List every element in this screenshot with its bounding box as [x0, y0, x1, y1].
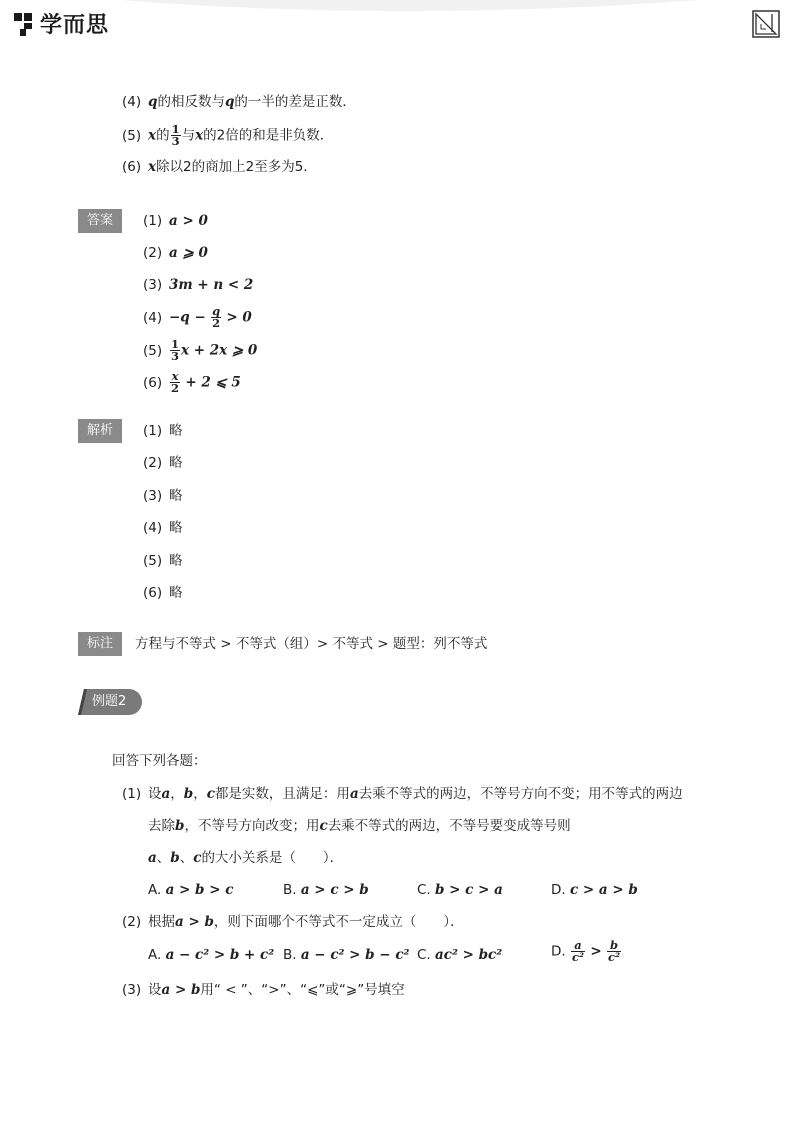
- question-2-option-c[interactable]: C. ac² > bc²: [417, 947, 503, 963]
- question-2-option-a[interactable]: A. a − c² > b + c²: [148, 947, 275, 963]
- ruler-corner-icon: [752, 10, 780, 38]
- fraction: $\frac{a}{\text{c²}}$: [571, 938, 585, 964]
- example-intro: 回答下列各题：: [112, 753, 207, 769]
- question-1-option-c[interactable]: C. b > c > a: [417, 882, 503, 898]
- logo-text: 学而思: [40, 13, 110, 38]
- question-1-line-3: a、b、c的大小关系是（ ）．: [148, 850, 344, 866]
- analysis-label: 解析: [78, 419, 122, 443]
- question-3-stem: (3) 设a > b用“ < ”、“>”、“⩽”或“⩾”号填空: [122, 982, 405, 998]
- tag-label: 标注: [78, 632, 122, 656]
- analysis-item-5: (5) 略: [143, 553, 183, 569]
- question-1-option-d[interactable]: D. c > a > b: [551, 882, 638, 898]
- analysis-item-6: (6) 略: [143, 585, 183, 601]
- question-2-option-d[interactable]: D. $\frac{a}{\text{c²}}$ > $\frac{b}{\text{c²}}$: [551, 938, 620, 964]
- header-wave-decoration: [0, 0, 794, 30]
- answer-label: 答案: [78, 209, 122, 233]
- answer-item-5: (5) $\frac{1}{3}$ x + 2x ⩾ 0: [143, 337, 258, 363]
- problem-item-5: (5) x的 $\frac{1}{3}$ 与x的2倍的和是非负数．: [122, 122, 334, 148]
- question-2-stem: (2) 根据a > b，则下面哪个不等式不一定成立（ ）．: [122, 914, 464, 930]
- tag-text: 方程与不等式 > 不等式（组）> 不等式 > 题型：列不等式: [135, 636, 488, 652]
- question-1-option-b[interactable]: B. a > c > b: [283, 882, 369, 898]
- logo-icon: [12, 11, 36, 37]
- example-label: 例题2: [92, 694, 127, 709]
- answer-item-4: (4) −q − $\frac{q}{2}$ > 0: [143, 304, 252, 330]
- fraction: $\frac{b}{\text{c²}}$: [607, 938, 620, 964]
- fraction: $\frac{x}{2}$: [171, 369, 180, 395]
- brand-logo: [12, 8, 109, 39]
- question-1-option-a[interactable]: A. a > b > c: [148, 882, 234, 898]
- problem-item-6: (6) x除以2的商加上2至多为5．: [122, 159, 317, 175]
- analysis-item-3: (3) 略: [143, 488, 183, 504]
- question-1-line-2: 去除b，不等号方向改变；用c去乘不等式的两边，不等号要变成等号则: [148, 818, 571, 834]
- analysis-item-1: (1) 略: [143, 423, 183, 439]
- question-1-line-1: (1) 设a，b，c都是实数，且满足：用a去乘不等式的两边，不等号方向不变；用不等式的两边: [122, 786, 683, 802]
- fraction: $\frac{1}{3}$: [171, 337, 180, 363]
- fraction: $\frac{q}{2}$: [212, 304, 221, 330]
- problem-item-4: (4) q的相反数与q的一半的差是正数．: [122, 94, 356, 110]
- answer-item-6: (6) $\frac{x}{2}$ + 2 ⩽ 5: [143, 369, 241, 395]
- question-2-option-b[interactable]: B. a − c² > b − c²: [283, 947, 410, 963]
- analysis-item-4: (4) 略: [143, 520, 183, 536]
- answer-item-2: (2) a ⩾ 0: [143, 245, 208, 261]
- answer-item-1: (1) a > 0: [143, 213, 208, 229]
- analysis-item-2: (2) 略: [143, 455, 183, 471]
- answer-item-3: (3) 3m + n < 2: [143, 277, 254, 293]
- fraction: $\frac{1}{3}$: [171, 122, 180, 148]
